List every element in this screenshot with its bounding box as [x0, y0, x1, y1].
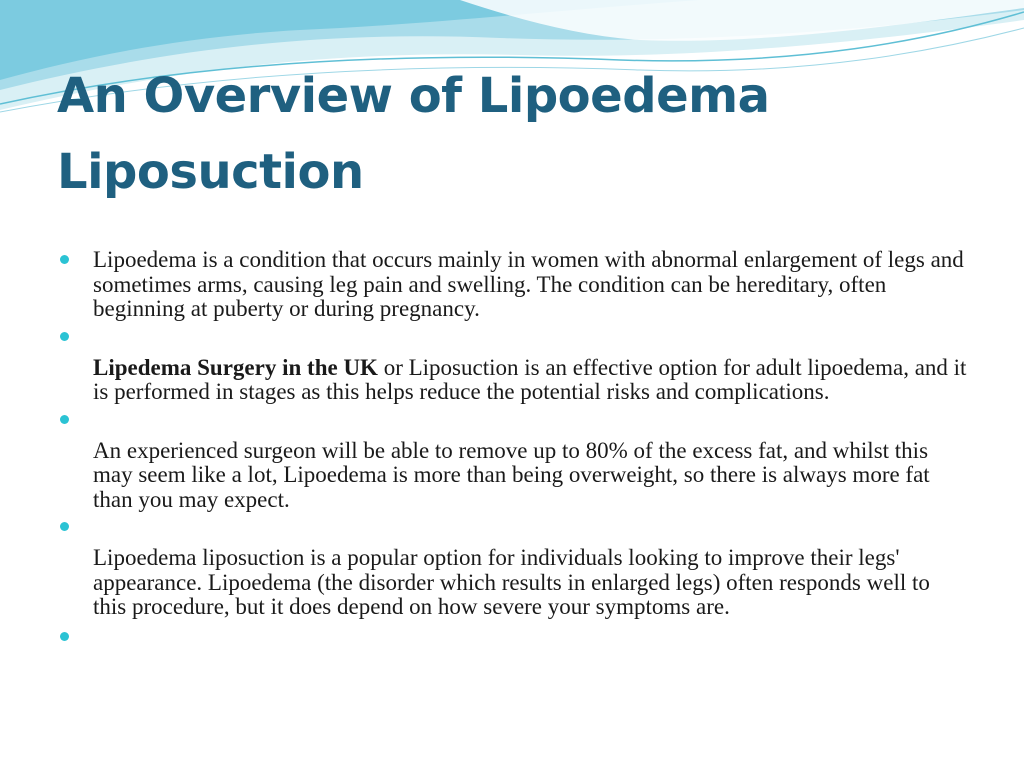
slide-title-line-2: Liposuction [57, 144, 364, 200]
slide-title [57, 58, 957, 210]
bullet-dot-icon [60, 522, 69, 531]
bullet-text: or Liposuction is an effective option for adult lipoedema, and it is performed in stages as this helps reduce the potential risks and complications. [93, 354, 967, 404]
bullet-text: Lipoedema liposuction is a popular option for individuals looking to improve their legs' appearance. Lipoedema (the disorder which results in enlarged legs) often responds well to this procedure, but it does depend on how severe your symptoms are. [93, 545, 930, 619]
bullet-item [58, 325, 968, 405]
bullet-text: Lipoedema is a condition that occurs mainly in women with abnormal enlargement of legs and sometimes arms, causing leg pain and swelling. The condition can be hereditary, often beginning at puberty or during pregnancy. [93, 247, 964, 321]
bullet-item-empty [58, 625, 968, 649]
bullet-text: An experienced surgeon will be able to remove up to 80% of the excess fat, and whilst this may seem like a lot, Lipoedema is more than being overweight, so there is always more fat than you may expect. [93, 437, 930, 512]
bullet-item [58, 515, 968, 620]
slide-title-line-1: An Overview of Lipoedema [57, 68, 770, 124]
bullet-item [58, 248, 968, 322]
bullet-item [58, 408, 968, 513]
bullet-dot-icon [60, 415, 69, 424]
bullet-list [58, 248, 968, 649]
bullet-dot-icon [60, 332, 69, 341]
bullet-dot-icon [60, 255, 69, 264]
bullet-link-text: Lipedema Surgery in the UK [93, 354, 378, 380]
bullet-dot-icon [60, 632, 69, 641]
